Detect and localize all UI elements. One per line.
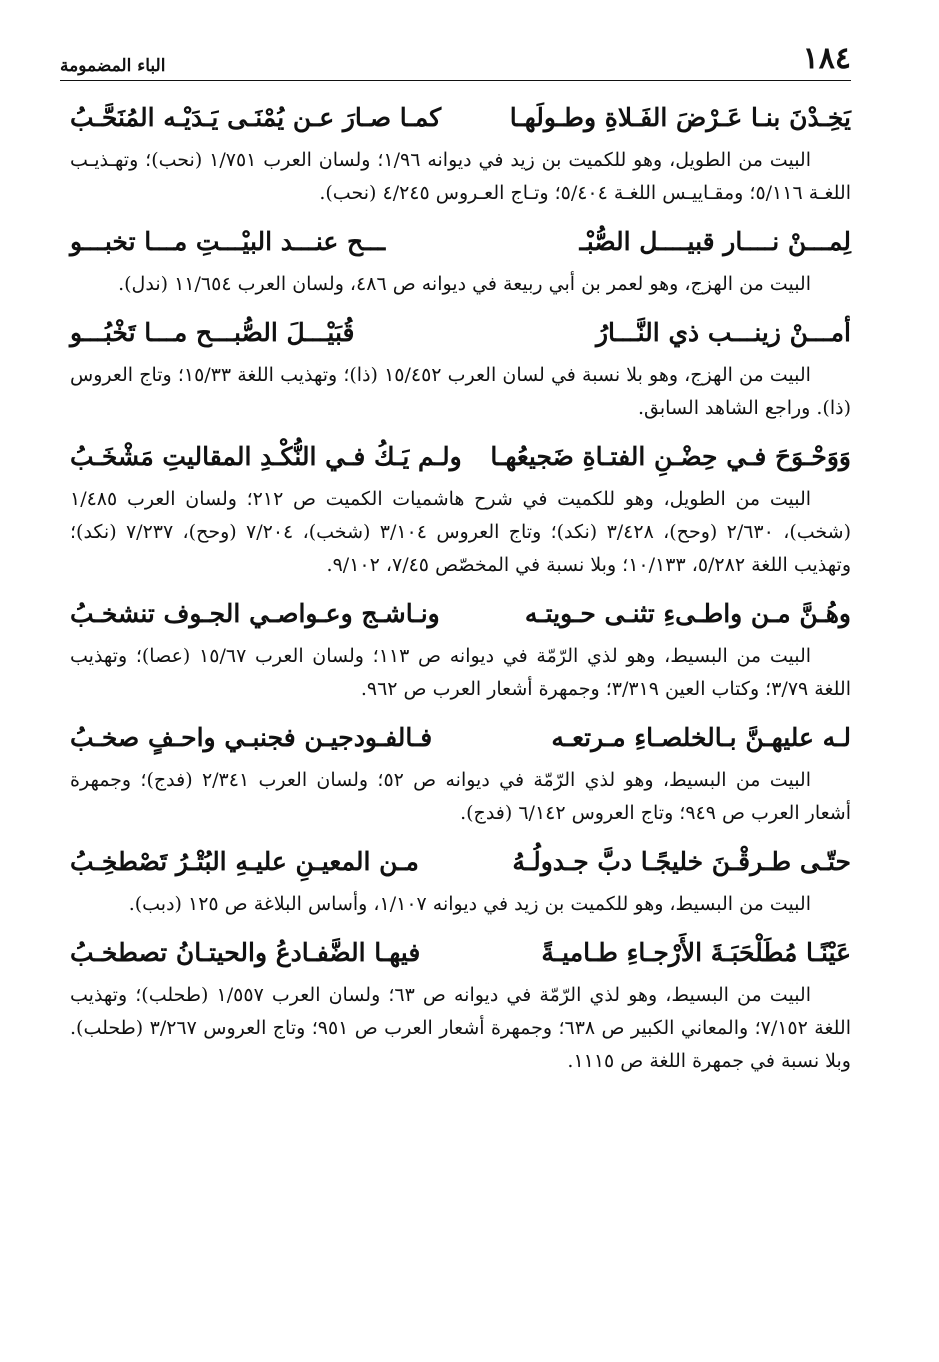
verse-first-hemistich: يَخِـدْنَ بنـا عَـرْضَ الفَـلاةِ وطـولَهـا [509,103,851,132]
verse-source-note: البيت من الطويل، وهو للكميت بن زيد في ديوانه ١/٩٦؛ ولسان العرب ١/٧٥١ (نحب)؛ وتهـذيـب اللغـة ٥/١١٦؛ ومقـاييـس اللغـة ٥/٤٠٤؛ وتـاج العـروس ٤/٢٤٥ (نحب). [70,149,851,204]
verse-entry [70,92,851,210]
verse-second-hemistich: ـــح عنـــد البيْـــتِ مـــا تخبـــو [70,227,386,256]
verse-first-hemistich: عَيْنًـا مُطَلْحَبَـةَ الأَرْجـاءِ طـاميـةً [541,938,851,967]
verse-second-hemistich: قُبَيْـــلَ الصُّبـــح مـــا تَخْبُـــو [70,318,355,347]
running-title: الباء المضمومة [60,56,166,76]
verse [70,712,851,764]
verse [70,836,851,888]
verse [70,216,851,268]
verse-first-hemistich: لـه عليهـنَّ بـالخلصـاءِ مـرتعـه [551,723,851,752]
verse-first-hemistich: وَوَحْـوَحَ فـي حِضْـنِ الفتـاةِ ضَجيعُهـا [490,442,851,471]
verse [70,588,851,640]
verse-entry [70,712,851,830]
verse [70,431,851,483]
verse-source-note: البيت من البسيط، وهو لذي الرّمّة في ديوانه ص ١١٣؛ ولسان العرب ١٥/٦٧ (عصا)؛ وتهذيب اللغة ٣/٧٩؛ وكتاب العين ٣/٣١٩؛ وجمهرة أشعار العرب ص ٩٦٢. [70,645,851,700]
verse [70,92,851,144]
verse-second-hemistich: ولـم يَـكُ فـي النُّكْـدِ المقاليتِ مَشْخَـبُ [70,442,462,471]
verse-first-hemistich: وهُـنَّ مـن واطـىءِ تثنـى حـويتـه [524,599,851,628]
verse [70,927,851,979]
page-header [60,38,851,81]
verse-second-hemistich: فـالفـودجيـن فجنبـي واحـفٍ صخـبُ [70,723,433,752]
verse-entry [70,836,851,921]
verse-entry [70,588,851,706]
page-number: ١٨٤ [802,41,851,76]
verse-second-hemistich: فيهـا الضَّفـادعُ والحيتـانُ تصطخـبُ [70,938,421,967]
verse-entry [70,307,851,425]
verse-source-note: البيت من البسيط، وهو للكميت بن زيد في ديوانه ١/١٠٧، وأساس البلاغة ص ١٢٥ (دبب). [128,893,811,915]
verse-source-note: البيت من البسيط، وهو لذي الرّمّة في ديوانه ص ٦٣؛ ولسان العرب ١/٥٥٧ (طحلب)؛ وتهذيب اللغة ٧/١٥٢؛ والمعاني الكبير ص ٦٣٨؛ وجمهرة أشعار العرب ص ٩٥١؛ وتاج العروس ٣/٢٦٧ (طحلب). وبلا نسبة في جمهرة اللغة ص ١١١٥. [70,984,851,1072]
verse-source-note: البيت من الطويل، وهو للكميت في شرح هاشميات الكميت ص ٢١٢؛ ولسان العرب ١/٤٨٥ (شخب)، ٢/٦٣٠ (وحح)، ٣/٤٢٨ (نكد)؛ وتاج العروس ٣/١٠٤ (شخب)، ٧/٢٠٤ (وحح)، ٧/٢٣٧ (نكد)؛وتهذيب اللغة ٥/٢٨٢، ١٠/١٣٣؛ وبلا نسبة في المخصّص ٧/٤٥، ٩/١٠٢. [70,488,851,576]
verse-second-hemistich: ونـاشـج وعـواصـي الجـوف تنشخـبُ [70,599,440,628]
verse [70,307,851,359]
verse-source-note: البيت من الهزج، وهو لعمر بن أبي ربيعة في ديوانه ص ٤٨٦، ولسان العرب ١١/٦٥٤ (ندل). [118,273,811,295]
verse-second-hemistich: مـن المعيـنِ عليـهِ البُتْـرُ تَصْطخِـبُ [70,847,419,876]
verse-second-hemistich: كمـا صـارَ عـن يُمْنَـى يَـدَيْـه المُنَحَّـبُ [70,103,442,132]
entries [70,92,851,1084]
verse-source-note: البيت من البسيط، وهو لذي الرّمّة في ديوانه ص ٥٢؛ ولسان العرب ٢/٣٤١ (فدج)؛ وجمهرة أشعار العرب ص ٩٤٩؛ وتاج العروس ٦/١٤٢ (فدج). [70,769,851,824]
verse-first-hemistich: لِمـــنْ نــــار قبيــــل الصُّبْـ [579,227,851,256]
verse-first-hemistich: أمـــنْ زينـــب ذي النَّـــارُ [595,318,851,347]
verse-entry [70,216,851,301]
verse-entry [70,927,851,1078]
verse-entry [70,431,851,582]
verse-source-note: البيت من الهزج، وهو بلا نسبة في لسان العرب ١٥/٤٥٢ (ذا)؛ وتهذيب اللغة ١٥/٣٣؛ وتاج العروس (ذا). وراجع الشاهد السابق. [70,364,851,419]
verse-first-hemistich: حتّـى طـرقْـنَ خليجًـا دبَّ جـدولُـهُ [512,847,851,876]
